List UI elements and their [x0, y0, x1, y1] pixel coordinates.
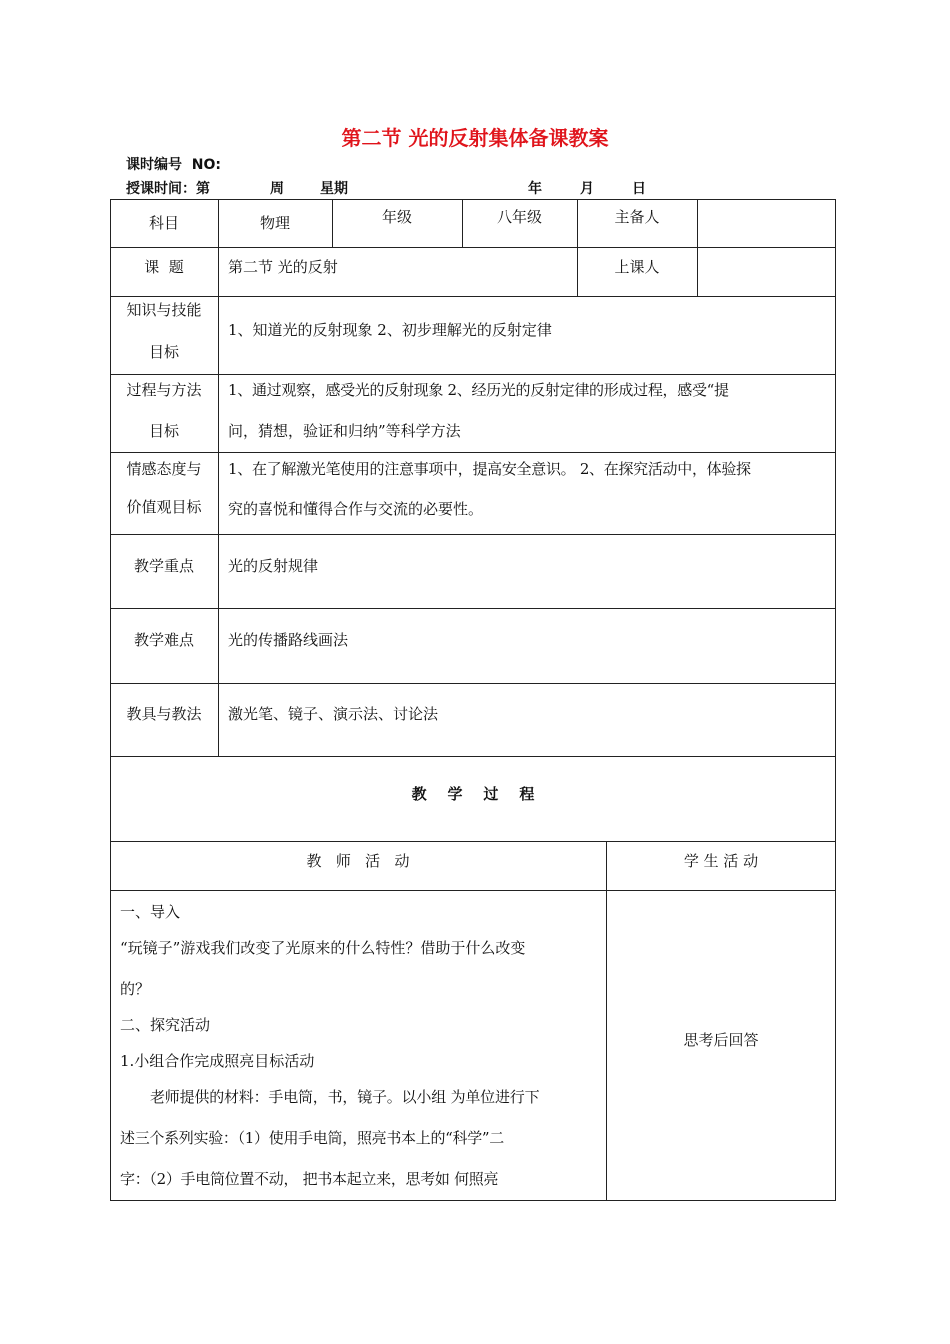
column-divider [218, 199, 219, 756]
emotion-value-line-2: 究的喜悦和懂得合作与交流的必要性。 [228, 500, 484, 518]
time-year: 年 [528, 181, 542, 197]
emotion-value-line-1: 1、在了解激光笔使用的注意事项中，提高安全意识。 2、在探究活动中，体验探 [228, 460, 751, 478]
student-activity-header: 学 生 活 动 [683, 852, 759, 870]
teacher-activity-header: 教 师 活 动 [306, 852, 410, 870]
process-line: 二、探究活动 [120, 1016, 211, 1034]
row-divider [110, 841, 836, 842]
knowledge-label-line-1: 知识与技能 [126, 301, 202, 319]
difficulty-value: 光的传播路线画法 [228, 631, 349, 649]
emotion-label-line-2: 价值观目标 [126, 498, 202, 516]
lesson-plan-table [110, 199, 836, 1201]
time-day: 日 [632, 181, 646, 197]
student-answer: 思考后回答 [683, 1031, 759, 1049]
teacher-label: 上课人 [614, 258, 660, 276]
process-line: 字：（2）手电筒位置不动， 把书本起立来，思考如 何照亮 [120, 1170, 499, 1188]
column-divider [606, 841, 607, 1201]
grade-label: 年级 [381, 208, 412, 226]
process-line: 老师提供的材料：手电筒，书，镜子。以小组 为单位进行下 [150, 1088, 540, 1106]
process-heading: 教 学 过 程 [411, 785, 535, 803]
lesson-number: 课时编号 NO: [126, 157, 221, 173]
process-line: 的？ [120, 980, 151, 998]
grade-value: 八年级 [496, 208, 542, 226]
process-value-line-2: 问，猜想，验证和归纳”等科学方法 [228, 422, 461, 440]
process-line: 一、导入 [120, 903, 181, 921]
process-label-line-2: 目标 [148, 422, 179, 440]
knowledge-value: 1、知道光的反射现象 2、初步理解光的反射定律 [228, 321, 552, 339]
emotion-label-line-1: 情感态度与 [126, 460, 202, 478]
difficulty-label: 教学难点 [133, 631, 194, 649]
time-week: 周 [270, 181, 284, 197]
tools-label: 教具与教法 [126, 705, 202, 723]
subject-value: 物理 [259, 214, 290, 232]
time-label: 授课时间：第 [126, 181, 210, 197]
topic-value: 第二节 光的反射 [228, 258, 338, 276]
time-weekday: 星期 [320, 181, 348, 197]
process-label-line-1: 过程与方法 [126, 381, 202, 399]
table-border-right [835, 199, 836, 1201]
table-border-bottom [110, 1200, 836, 1201]
time-month: 月 [580, 181, 594, 197]
column-divider [697, 199, 698, 296]
subject-label: 科目 [148, 214, 179, 232]
process-value-line-1: 1、通过观察，感受光的反射现象 2、经历光的反射定律的形成过程，感受“提 [228, 381, 729, 399]
preparer-label: 主备人 [614, 208, 660, 226]
page-title: 第二节 光的反射集体备课教案 [341, 126, 609, 150]
focus-value: 光的反射规律 [228, 557, 319, 575]
process-line: “玩镜子”游戏我们改变了光原来的什么特性？借助于什么改变 [120, 939, 526, 957]
row-divider [110, 890, 836, 891]
process-line: 1.小组合作完成照亮目标活动 [120, 1052, 315, 1070]
process-line: 述三个系列实验：（1）使用手电筒，照亮书本上的“科学”二 [120, 1129, 504, 1147]
tools-value: 激光笔、镜子、演示法、讨论法 [228, 705, 439, 723]
row-divider [110, 756, 836, 757]
topic-label: 课 题 [144, 258, 184, 276]
focus-label: 教学重点 [133, 557, 194, 575]
knowledge-label-line-2: 目标 [148, 343, 179, 361]
